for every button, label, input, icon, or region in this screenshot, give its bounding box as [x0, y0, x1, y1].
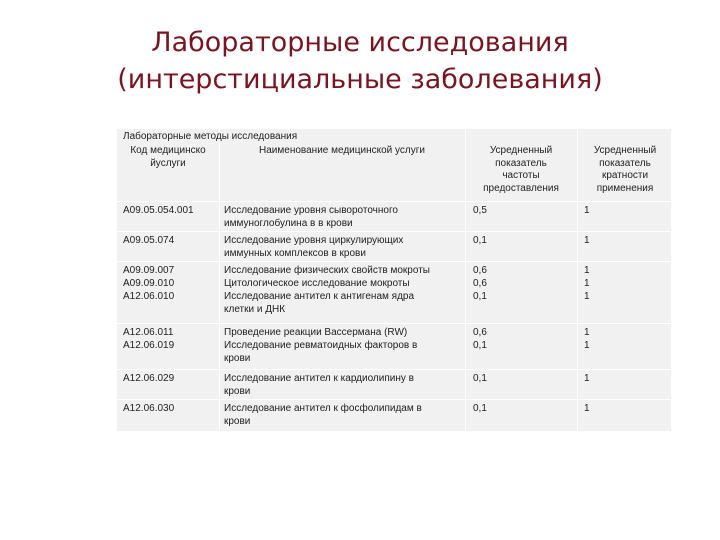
table-caption: Лабораторные методы исследования	[123, 131, 298, 142]
cell-code: A12.06.030	[123, 403, 175, 414]
cell-frequency: 0,1	[473, 373, 487, 384]
page-title	[0, 24, 720, 98]
header-frequency	[467, 145, 575, 195]
cell-code: A09.05.054.001	[123, 205, 194, 216]
cell-code: A09.05.074	[123, 235, 175, 246]
cell-code: A12.06.029	[123, 373, 175, 384]
cell-code: A12.06.011 A12.06.019	[123, 327, 175, 351]
header-multiplicity	[579, 145, 671, 195]
cell-name: Проведение реакции Вассермана (RW) Исследование ревматоидных факторов в крови	[224, 327, 418, 364]
header-freq-line: частоты	[502, 170, 540, 181]
table-row	[117, 201, 671, 232]
header-mult-line: показатель	[599, 157, 651, 169]
table-row	[117, 323, 671, 370]
header-freq-line: Усредненный	[489, 145, 553, 156]
header-code	[119, 145, 217, 170]
title-line-2: (интерстициальные заболевания)	[117, 64, 603, 95]
cell-name: Исследование антител к кардиолипину в крови	[224, 373, 414, 397]
table-row	[117, 231, 671, 262]
header-code-line: Код медицинско	[130, 145, 206, 156]
header-mult-line: кратности	[601, 170, 649, 181]
cell-multiplicity: 1	[584, 373, 590, 384]
cell-multiplicity: 1	[584, 205, 590, 216]
header-name-line: Наименование медицинской услуги	[259, 145, 425, 156]
cell-name: Исследование физических свойств мокроты Цитологическое исследование мокроты Исследование антител к антигенам ядра клетки и ДНК	[224, 265, 430, 315]
header-freq-line: предоставления	[483, 182, 559, 194]
cell-multiplicity: 1 1	[584, 327, 590, 351]
header-mult-line: Усредненный	[593, 145, 657, 156]
cell-frequency: 0,1	[473, 235, 487, 246]
title-line-1: Лабораторные исследования	[151, 27, 569, 58]
cell-frequency: 0,1	[473, 403, 487, 414]
header-mult-line: применения	[596, 182, 654, 194]
cell-frequency: 0,6 0,6 0,1	[473, 265, 487, 302]
cell-name: Исследование антител к фосфолипидам в крови	[224, 403, 422, 427]
table-row	[117, 399, 671, 432]
header-freq-line: показатель	[495, 157, 547, 169]
table-row	[117, 261, 671, 324]
lab-tests-table	[117, 129, 671, 431]
header-code-line: йуслуги	[150, 157, 186, 169]
cell-multiplicity: 1 1 1	[584, 265, 590, 302]
header-name	[221, 145, 463, 158]
cell-multiplicity: 1	[584, 235, 590, 246]
cell-frequency: 0,6 0,1	[473, 327, 487, 351]
table-row	[117, 369, 671, 400]
cell-multiplicity: 1	[584, 403, 590, 414]
cell-code: A09.09.007 A09.09.010 A12.06.010	[123, 265, 175, 302]
cell-name: Исследование уровня сывороточного иммуноглобулина в в крови	[224, 205, 398, 229]
cell-name: Исследование уровня циркулирующих иммунных комплексов в крови	[224, 235, 404, 259]
cell-frequency: 0,5	[473, 205, 487, 216]
